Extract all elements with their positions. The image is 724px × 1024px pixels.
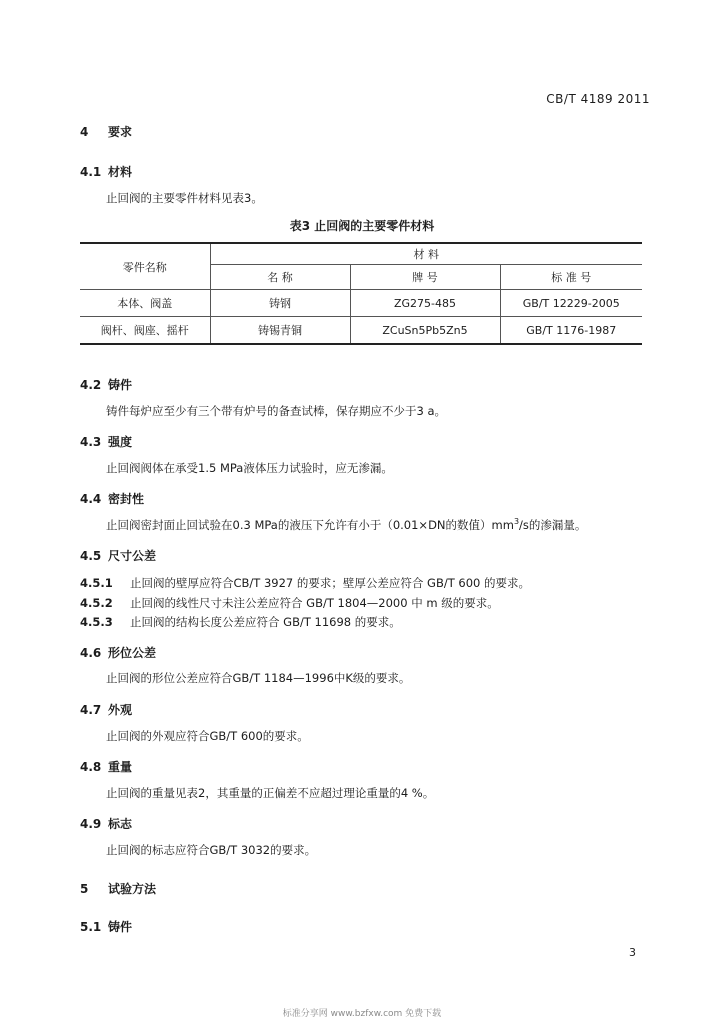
section-4-2-heading xyxy=(80,376,132,393)
section-title: 外观 xyxy=(108,703,133,717)
clause-number: 4.5.3 xyxy=(80,615,113,629)
section-number: 4.7 xyxy=(80,703,102,717)
section-title: 重量 xyxy=(108,760,133,774)
section-title: 密封性 xyxy=(108,492,145,506)
section-4-7-body: 止回阀的外观应符合GB/T 600的要求。 xyxy=(106,729,309,743)
section-4-3-heading xyxy=(80,433,132,450)
section-number: 5.1 xyxy=(80,920,102,934)
cell-grade: ZCuSn5Pb5Zn5 xyxy=(350,317,500,345)
section-title: 强度 xyxy=(108,435,133,449)
section-4-4-body xyxy=(106,517,586,533)
body-text: /s的渗漏量。 xyxy=(519,518,587,532)
section-number: 4.9 xyxy=(80,817,102,831)
section-4-2-body: 铸件每炉应至少有三个带有炉号的备查试棒，保存期应不少于3 a。 xyxy=(106,404,447,418)
section-number: 4.3 xyxy=(80,435,102,449)
section-4-1-body: 止回阀的主要零件材料见表3。 xyxy=(106,191,263,205)
cell-part: 本体、阀盖 xyxy=(80,290,210,317)
standard-code: CB/T 4189 2011 xyxy=(546,92,650,106)
header-part-name: 零件名称 xyxy=(80,243,210,290)
superscript: 3 xyxy=(513,517,520,527)
section-4-5-heading xyxy=(80,547,156,564)
section-4-heading xyxy=(80,123,132,140)
section-4-6-body: 止回阀的形位公差应符合GB/T 1184—1996中K级的要求。 xyxy=(106,671,411,685)
section-number: 4.8 xyxy=(80,760,102,774)
table-row xyxy=(80,317,642,345)
clause-text: 止回阀的结构长度公差应符合 GB/T 11698 的要求。 xyxy=(130,615,401,629)
section-title: 要求 xyxy=(108,125,133,139)
section-title: 铸件 xyxy=(108,920,133,934)
section-title: 铸件 xyxy=(108,378,133,392)
section-4-9-body: 止回阀的标志应符合GB/T 3032的要求。 xyxy=(106,843,317,857)
clause-text: 止回阀的线性尺寸未注公差应符合 GB/T 1804—2000 中 m 级的要求。 xyxy=(130,596,499,610)
clause-4-5-2 xyxy=(80,595,499,611)
section-4-7-heading xyxy=(80,701,132,718)
section-4-4-heading xyxy=(80,490,144,507)
section-4-8-heading xyxy=(80,758,132,775)
clause-number: 4.5.2 xyxy=(80,596,113,610)
section-number: 4.6 xyxy=(80,646,102,660)
section-4-9-heading xyxy=(80,815,132,832)
cell-standard: GB/T 1176-1987 xyxy=(500,317,642,345)
section-title: 标志 xyxy=(108,817,133,831)
section-number: 4.4 xyxy=(80,492,102,506)
header-material-grade: 牌 号 xyxy=(350,265,500,290)
cell-name: 铸锡青铜 xyxy=(210,317,350,345)
cell-name: 铸钢 xyxy=(210,290,350,317)
materials-table xyxy=(80,242,642,345)
table-header-row xyxy=(80,243,642,265)
header-material-standard: 标 准 号 xyxy=(500,265,642,290)
section-number: 4.2 xyxy=(80,378,102,392)
clause-4-5-3 xyxy=(80,614,401,630)
section-title: 试验方法 xyxy=(108,882,157,896)
table-row xyxy=(80,290,642,317)
section-title: 尺寸公差 xyxy=(108,549,157,563)
cell-standard: GB/T 12229-2005 xyxy=(500,290,642,317)
clause-4-5-1 xyxy=(80,575,530,591)
header-material-name: 名 称 xyxy=(210,265,350,290)
footer-watermark: 标准分享网 www.bzfxw.com 免费下载 xyxy=(282,1009,442,1019)
page-number: 3 xyxy=(629,946,636,959)
clause-number: 4.5.1 xyxy=(80,576,113,590)
table-caption: 表3 止回阀的主要零件材料 xyxy=(289,219,435,233)
section-4-1-heading xyxy=(80,163,132,180)
section-number: 4.5 xyxy=(80,549,102,563)
section-number: 4 xyxy=(80,125,89,139)
section-5-heading xyxy=(80,880,156,897)
section-4-6-heading xyxy=(80,644,156,661)
section-title: 形位公差 xyxy=(108,646,157,660)
cell-grade: ZG275-485 xyxy=(350,290,500,317)
section-4-8-body: 止回阀的重量见表2，其重量的正偏差不应超过理论重量的4 %。 xyxy=(106,786,435,800)
section-4-3-body: 止回阀阀体在承受1.5 MPa液体压力试验时，应无渗漏。 xyxy=(106,461,393,475)
section-number: 4.1 xyxy=(80,165,102,179)
section-number: 5 xyxy=(80,882,89,896)
cell-part: 阀杆、阀座、摇杆 xyxy=(80,317,210,345)
section-title: 材料 xyxy=(108,165,133,179)
header-material: 材 料 xyxy=(210,243,642,265)
body-text: 止回阀密封面止回试验在0.3 MPa的液压下允许有小于（0.01×DN的数值）mm xyxy=(106,518,514,532)
section-5-1-heading xyxy=(80,918,132,935)
clause-text: 止回阀的壁厚应符合CB/T 3927 的要求；壁厚公差应符合 GB/T 600 的要求。 xyxy=(130,576,531,590)
